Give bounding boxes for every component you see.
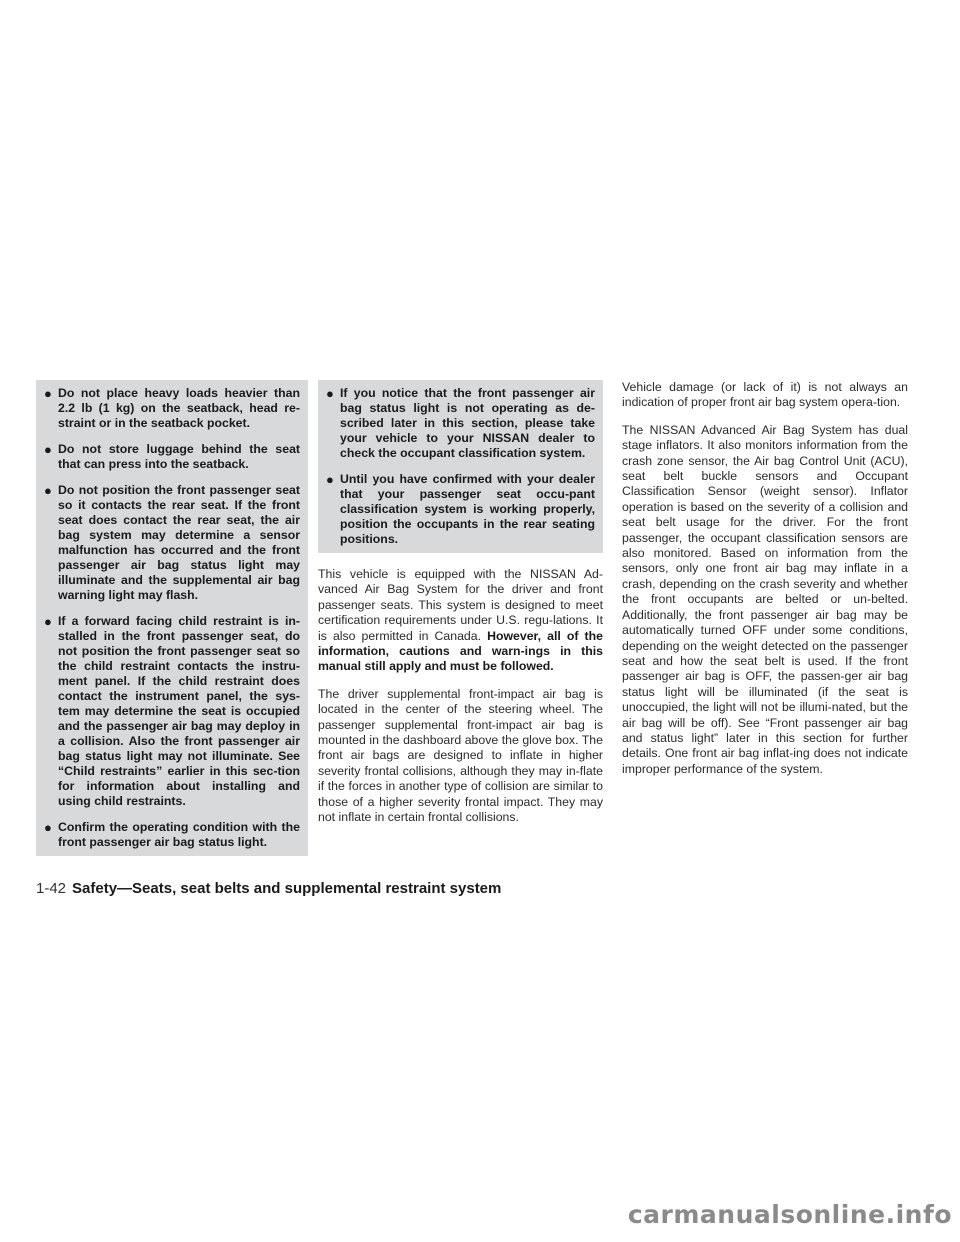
warning-bullet: [322, 386, 595, 461]
section-title: Safety—Seats, seat belts and supplemental restraint system: [72, 879, 502, 897]
body-paragraph: Vehicle damage (or lack of it) is not always an indication of proper front air bag system opera-tion.: [622, 380, 908, 410]
bullet-text: Do not place heavy loads heavier than 2.2 lb (1 kg) on the seatback, head re-straint or in the seatback pocket.: [58, 386, 300, 430]
bullet-text: Do not store luggage behind the seat that can press into the seatback.: [58, 442, 300, 471]
body-paragraph: The NISSAN Advanced Air Bag System has dual stage inflators. It also monitors information from the crash zone sensor, the Air bag Control Unit (ACU), seat belt buckle sensors and Occupant Classification Sensor (weight sensor). Inflator operation is based on the severity of a collision and seat belt usage for the driver. For the front passenger, the occupant classification sensors are also monitored. Based on information from the sensors, only one front air bag may inflate in a crash, depending on the crash severity and whether the front occupants are belted or un-belted. Additionally, the front passenger air bag may be automatically turned OFF under some conditions, depending on the weight detected on the passenger seat and how the seat belt is used. If the front passenger air bag is OFF, the passen-ger air bag status light will be illuminated (if the seat is unoccupied, the light will not be illumi-nated, but the air bag will be off). See “Front passenger air bag and status light” later in this section for further details. One front air bag inflat-ing does not indicate improper performance of the system.: [622, 422, 908, 776]
bullet-dot-icon: ●: [44, 614, 52, 629]
body-paragraph: [318, 567, 603, 675]
warning-bullet: [40, 614, 300, 809]
body-paragraph: The driver supplemental front-impact air bag is located in the center of the steering wheel. The passenger supplemental front-impact air bag is mounted in the dashboard above the glove box. The front air bags are designed to inflate in higher severity frontal collisions, although they may in-flate if the forces in another type of collision are similar to those of a higher severity frontal impact. They may not inflate in certain frontal collisions.: [318, 686, 603, 825]
warning-bullet: [40, 386, 300, 431]
bullet-text: Do not position the front passenger seat so it contacts the rear seat. If the front seat does contact the rear seat, the air bag system may determine a sensor malfunction has occurred and the front passenger air bag status light may illuminate and the supplemental air bag warning light may flash.: [58, 483, 300, 602]
bullet-dot-icon: ●: [44, 386, 52, 401]
left-column: [36, 380, 308, 856]
warning-bullet: [40, 483, 300, 603]
bullet-dot-icon: ●: [326, 472, 334, 487]
bullet-dot-icon: ●: [44, 442, 52, 457]
bullet-text: If you notice that the front passenger air bag status light is not operating as de-scribed later in this section, please take your vehicle to your NISSAN dealer to check the occupant classification system.: [340, 386, 595, 460]
paragraph-bold-text: However, all of the information, cautions and warn-ings in this manual still apply and must be followed.: [318, 628, 603, 674]
bullet-text: If a forward facing child restraint is in-stalled in the front passenger seat, do not position the front passenger seat so the child restraint contacts the instru-ment panel. If the child restraint does contact the instrument panel, the sys-tem may determine the seat is occupied and the passenger air bag may deploy in a collision. Also the front passenger air bag status light may not illuminate. See “Child restraints” earlier in this sec-tion for information about installing and using child restraints.: [58, 614, 300, 808]
bullet-text: Confirm the operating condition with the front passenger air bag status light.: [58, 820, 300, 849]
page-number: 1-42: [36, 879, 67, 897]
watermark-text: carmanualsonline.info: [627, 1200, 952, 1229]
middle-column: [318, 380, 603, 838]
warning-box-middle: [318, 380, 603, 553]
bullet-dot-icon: ●: [326, 386, 334, 401]
warning-box-left: [36, 380, 308, 856]
warning-bullet: [40, 442, 300, 472]
warning-bullet: [40, 820, 300, 850]
right-column: [622, 380, 908, 789]
bullet-text: Until you have confirmed with your dealer that your passenger seat occu-pant classification system is working properly, position the occupants in the rear seating positions.: [340, 472, 595, 546]
paragraph-text: This vehicle is equipped with the NISSAN Ad-vanced Air Bag System for the driver and front passenger seats. This system is designed to meet certification requirements under U.S. regu-lations. It is also permitted in Canada.: [318, 567, 603, 643]
bullet-dot-icon: ●: [44, 483, 52, 498]
bullet-dot-icon: ●: [44, 820, 52, 835]
page-footer: [36, 877, 916, 899]
warning-bullet: [322, 472, 595, 547]
